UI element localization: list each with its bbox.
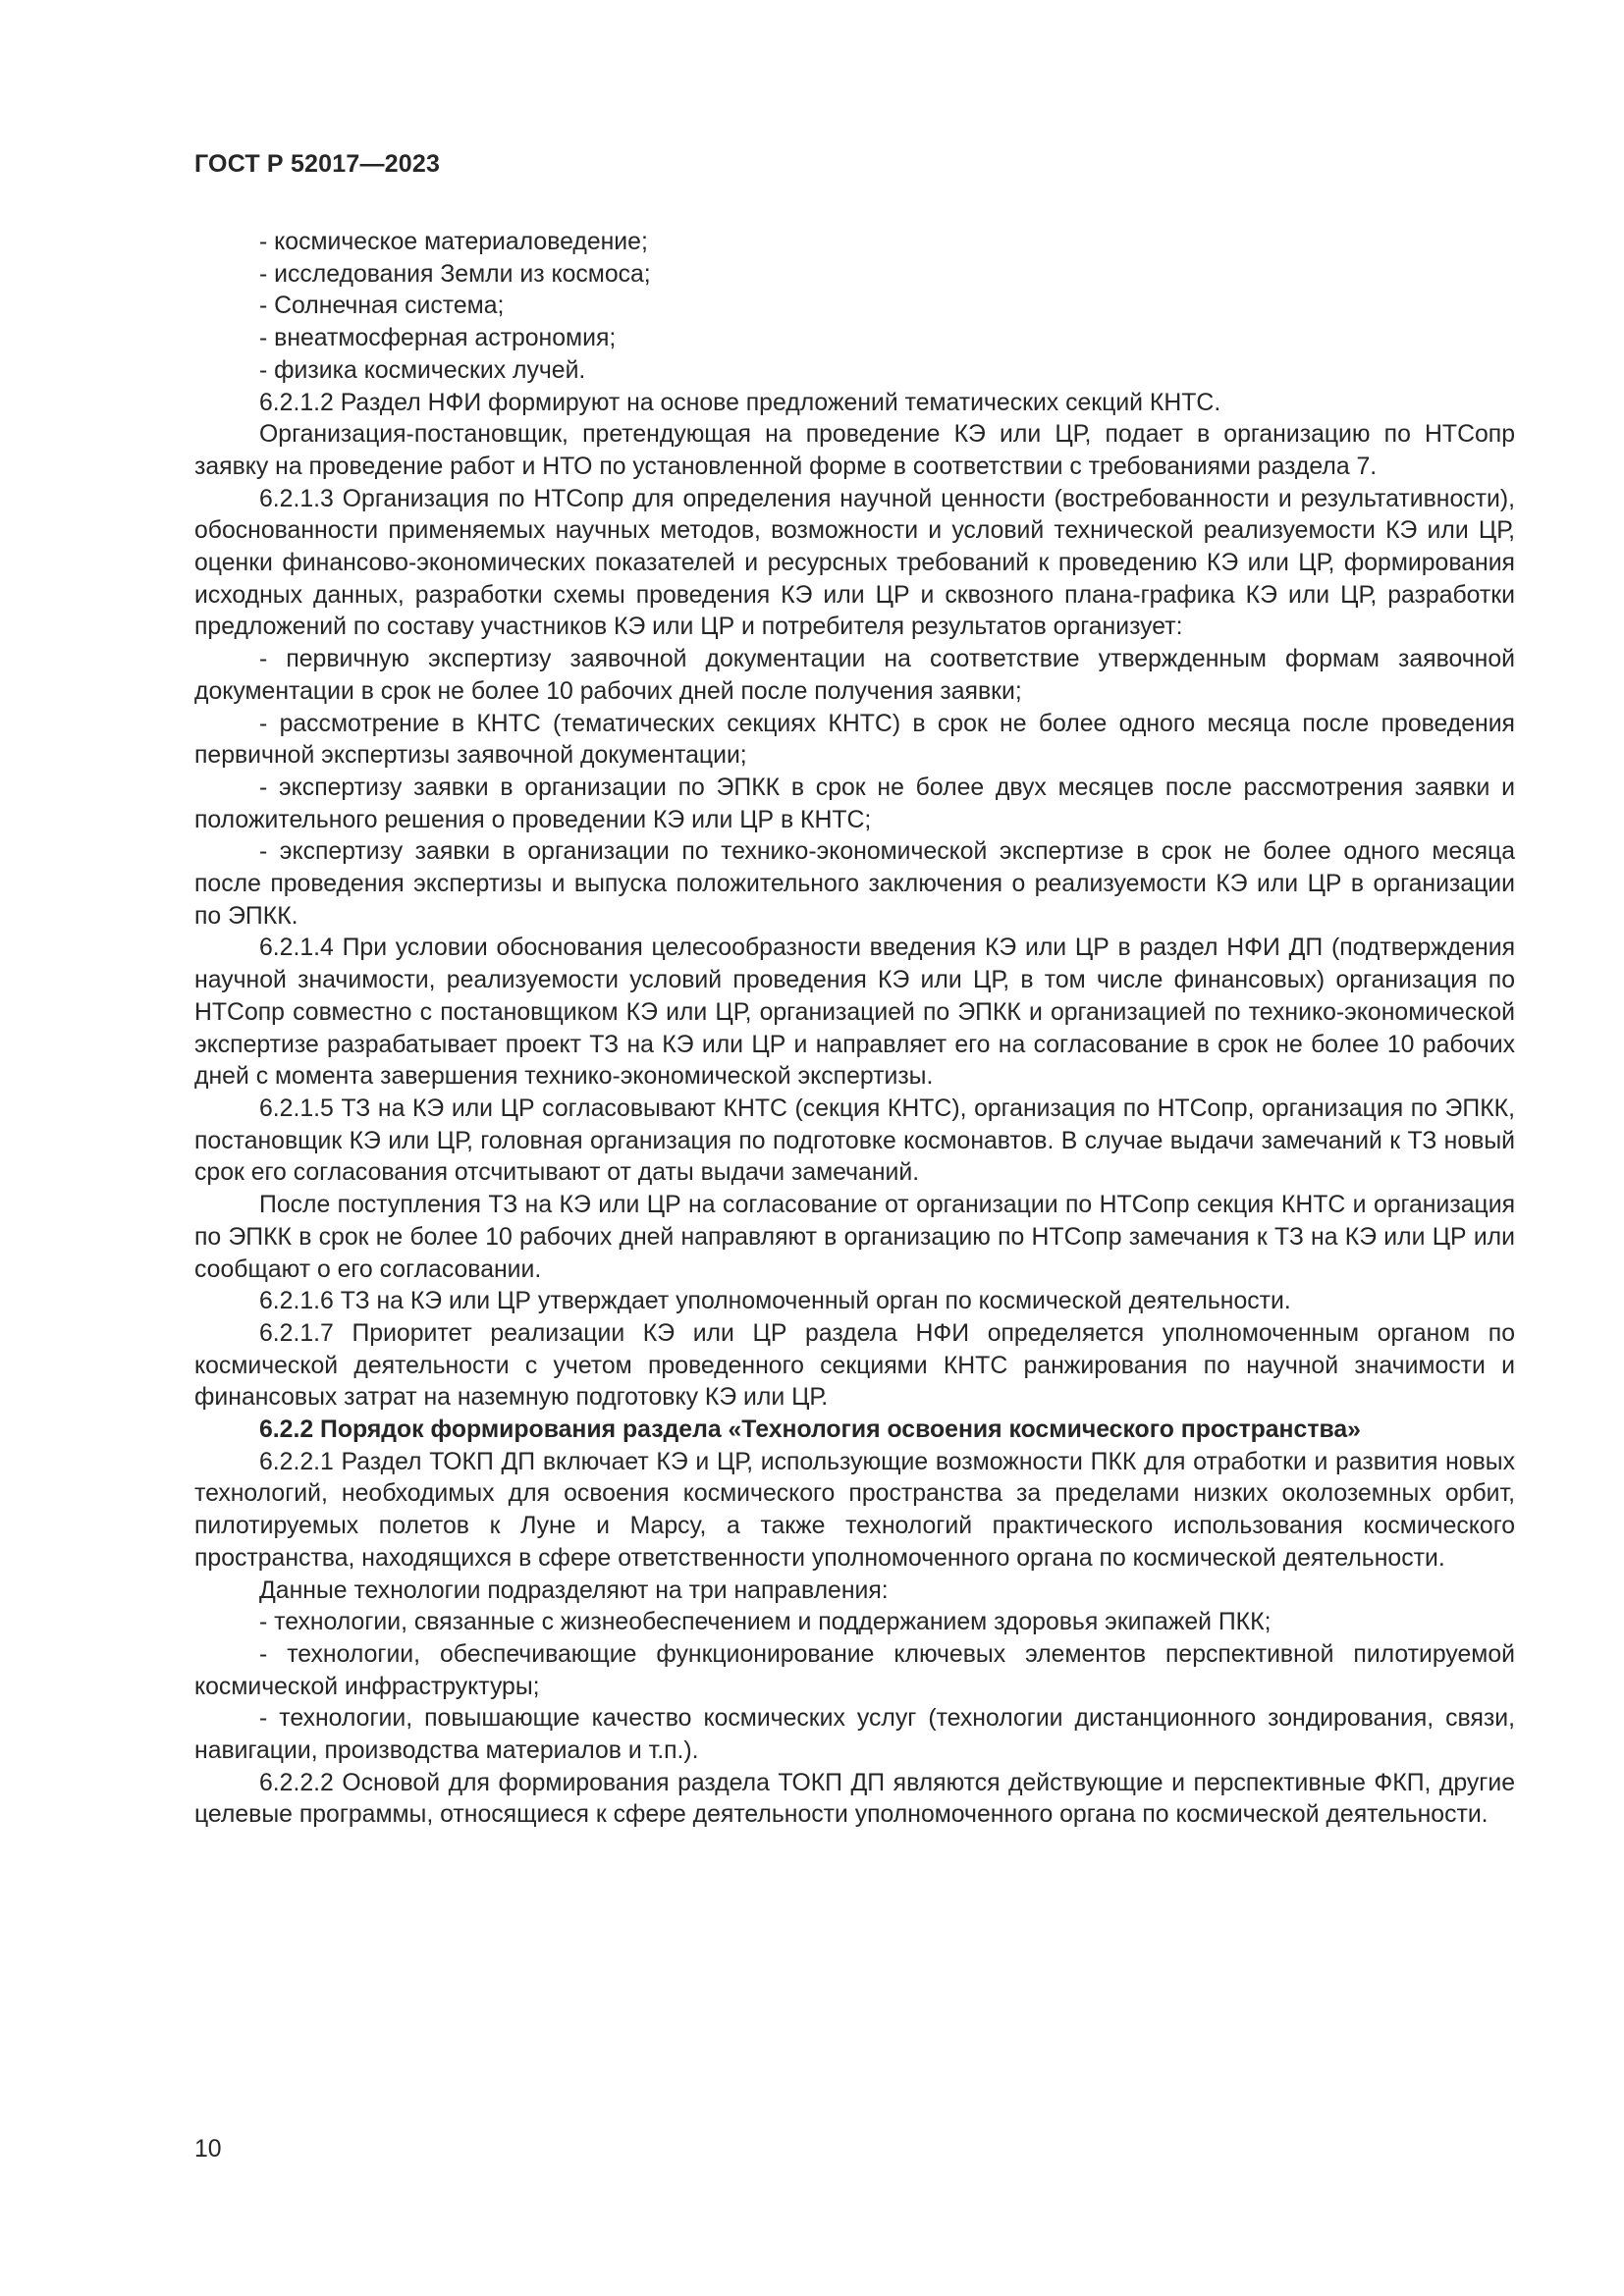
document-header: ГОСТ Р 52017—2023 — [194, 150, 441, 178]
paragraph: 6.2.1.6 ТЗ на КЭ или ЦР утверждает уполномоченный орган по космической деятельности. — [259, 1288, 1291, 1315]
paragraph: 6.2.1.5 ТЗ на КЭ или ЦР согласовывают КНТС (секция КНТС), организация по НТСопр, организация по ЭПКК, постановщик КЭ или ЦР, головная организация по подготовке космонавтов. В случае выдачи замечаний к ТЗ новый срок его согласования отсчитывают от даты выдачи замечаний. — [194, 1095, 1515, 1187]
list-item: - первичную экспертизу заявочной документации на соответствие утвержденным формам заявочной документации в срок не более 10 рабочих дней после получения заявки; — [194, 646, 1515, 705]
paragraph: 6.2.1.2 Раздел НФИ формируют на основе предложений тематических секций КНТС. — [259, 389, 1221, 416]
list-item: - рассмотрение в КНТС (тематических секциях КНТС) в срок не более одного месяца после проведения первичной экспертизы заявочной документации; — [194, 710, 1515, 770]
document-body — [194, 227, 1515, 1832]
paragraph: 6.2.1.4 При условии обоснования целесообразности введения КЭ или ЦР в раздел НФИ ДП (подтверждения научной значимости, реализуемости условий проведения КЭ или ЦР, в том числе финансовых) организация по НТСопр совместно с постановщиком КЭ или ЦР, организацией по ЭПКК и организацией по технико-экономической экспертизе разрабатывает проект ТЗ на КЭ или ЦР и направляет его на согласование в срок не более 10 рабочих дней с момента завершения технико-экономической экспертизы. — [194, 934, 1515, 1091]
paragraph: После поступления ТЗ на КЭ или ЦР на согласование от организации по НТСопр секция КНТС и организация по ЭПКК в срок не более 10 рабочих дней направляют в организацию по НТСопр замечания к ТЗ на КЭ или ЦР или сообщают о его согласовании. — [194, 1192, 1515, 1283]
list-item: - космическое материаловедение; — [259, 229, 648, 255]
list-item: - физика космических лучей. — [259, 356, 586, 384]
paragraph: 6.2.1.3 Организация по НТСопр для определения научной ценности (востребованности и результативности), обоснованности применяемых научных методов, возможности и условий технической реализуемости КЭ или ЦР, оценки финансово-экономических показателей и ресурсных требований к проведению КЭ или ЦР, формирования исходных данных, разработки схемы проведения КЭ или ЦР и сквозного плана-графика КЭ или ЦР, разработки предложений по составу участников КЭ или ЦР и потребителя результатов организует: — [194, 485, 1515, 641]
paragraph: Данные технологии подразделяют на три направления: — [259, 1576, 889, 1604]
paragraph: Организация-постановщик, претендующая на проведение КЭ или ЦР, подает в организацию по НТСопр заявку на проведение работ и НТО по установленной форме в соответствии с требованиями раздела 7. — [194, 421, 1515, 480]
section-heading: 6.2.2 Порядок формирования раздела «Технология освоения космического пространства» — [259, 1416, 1361, 1444]
list-item: - экспертизу заявки в организации по ЭПКК в срок не более двух месяцев после рассмотрения заявки и положительного решения о проведении КЭ или ЦР в КНТС; — [194, 774, 1515, 833]
paragraph: 6.2.1.7 Приоритет реализации КЭ или ЦР раздела НФИ определяется уполномоченным органом по космической деятельности с учетом проведенного секциями КНТС ранжирования по научной значимости и финансовых затрат на наземную подготовку КЭ или ЦР. — [194, 1319, 1515, 1412]
list-item: - технологии, повышающие качество космических услуг (технологии дистанционного зондирования, связи, навигации, производства материалов и т.п.). — [194, 1705, 1515, 1765]
list-item: - технологии, обеспечивающие функционирование ключевых элементов перспективной пилотируемой космической инфраструктуры; — [194, 1640, 1515, 1700]
paragraph: 6.2.2.2 Основой для формирования раздела ТОКП ДП являются действующие и перспективные ФКП, другие целевые программы, относящиеся к сфере деятельности уполномоченного органа по космической деятельности. — [194, 1769, 1515, 1829]
list-item: - исследования Земли из космоса; — [259, 260, 651, 288]
list-item: - экспертизу заявки в организации по технико-экономической экспертизе в срок не более одного месяца после проведения экспертизы и выпуска положительного заключения о реализуемости КЭ или ЦР в организации по ЭПКК. — [194, 838, 1515, 930]
list-item: - внеатмосферная астрономия; — [259, 325, 617, 352]
list-item: - технологии, связанные с жизнеобеспечением и поддержанием здоровья экипажей ПКК; — [259, 1609, 1272, 1636]
page-number: 10 — [194, 2136, 222, 2163]
list-item: - Солнечная система; — [259, 293, 505, 320]
paragraph: 6.2.2.1 Раздел ТОКП ДП включает КЭ и ЦР, использующие возможности ПКК для отработки и развития новых технологий, необходимых для освоения космического пространства за пределами низких околоземных орбит, пилотируемых полетов к Луне и Марсу, а также технологий практического использования космического пространства, находящихся в сфере ответственности уполномоченного органа по космической деятельности. — [194, 1448, 1515, 1572]
